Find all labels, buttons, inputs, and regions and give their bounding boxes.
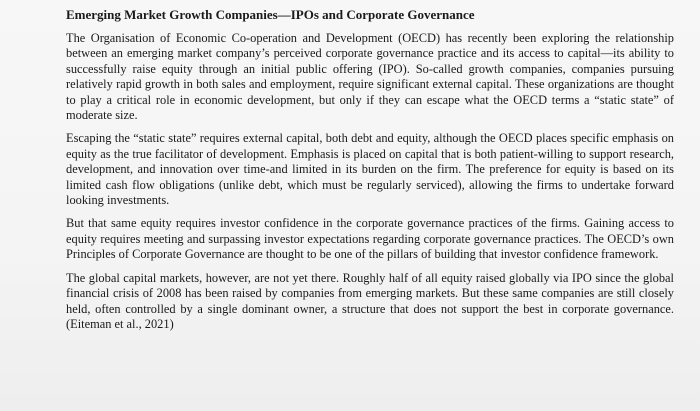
paragraph-2: Escaping the “static state” requires external capital, both debt and equity, although the OECD places specific emphasis on equity as the true facilitator of development. Emphasis is placed on capital that is both patient-willing to support research, development, and innovation over time-and limited in its burden on the firm. The preference for equity is based on its limited cash flow obligations (unlike debt, which must be regularly serviced), allowing the firms to undertake forward looking investments. bbox=[66, 131, 674, 208]
paragraph-4: The global capital markets, however, are not yet there. Roughly half of all equity raised globally via IPO since the global financial crisis of 2008 has been raised by companies from emerging markets. But these same companies are still closely held, often controlled by a single dominant owner, a structure that does not support the best in corporate governance. (Eiteman et al., 2021) bbox=[66, 270, 674, 331]
paragraph-3: But that same equity requires investor confidence in the corporate governance practices of the firms. Gaining access to equity requires meeting and surpassing investor expectations regarding corporate governance practices. The OECD’s own Principles of Corporate Governance are thought to be one of the pillars of building that investor confidence framework. bbox=[66, 216, 674, 262]
document-title: Emerging Market Growth Companies—IPOs and Corporate Governance bbox=[66, 7, 475, 22]
paragraph-1: The Organisation of Economic Co-operation and Development (OECD) has recently been exploring the relationship between an emerging market company’s perceived corporate governance practice and its access to capital—its ability to successfully raise equity through an initial public offering (IPO). So-called growth companies, companies pursuing relatively rapid growth in both sales and employment, require significant external capital. These organizations are thought to play a critical role in economic development, but only if they can escape what the OECD terms a “static state” of moderate size. bbox=[66, 31, 674, 123]
